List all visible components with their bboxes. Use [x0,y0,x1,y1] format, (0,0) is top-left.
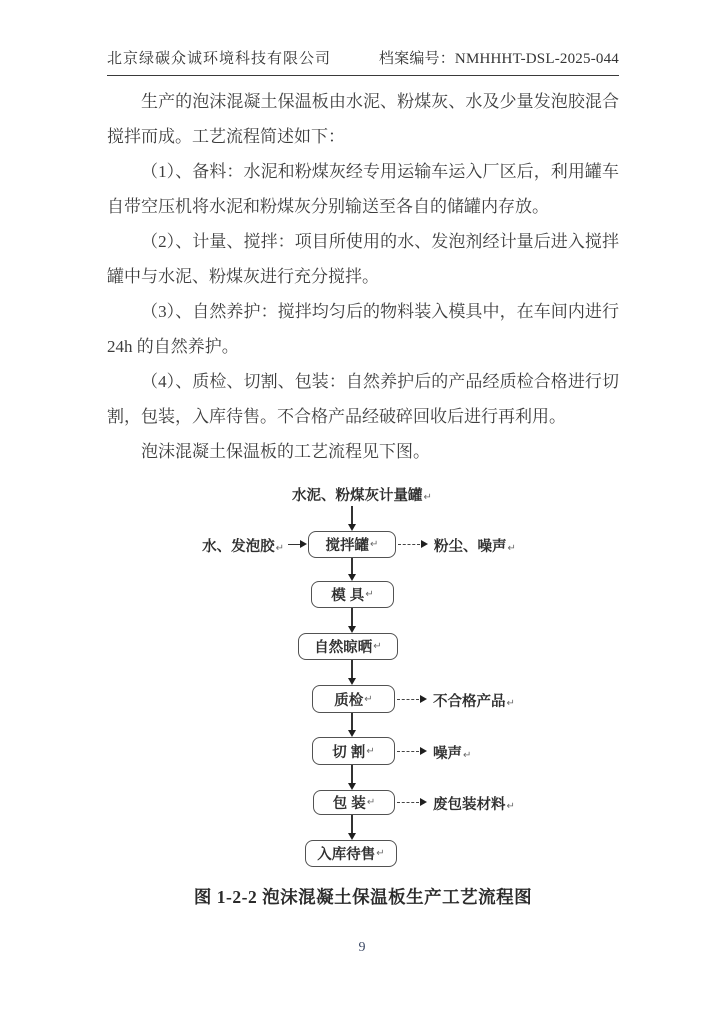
flow-input-label [106,535,284,556]
page-header [107,47,619,76]
down-arrow-head-icon [348,678,356,685]
down-arrow-head-icon [348,833,356,840]
down-arrow-head-icon [348,730,356,737]
flow-output-text: 废包装材料 [433,797,506,813]
return-mark: ↵ [366,745,375,757]
paragraph-intro: 生产的泡沫混凝土保温板由水泥、粉煤灰、水及少量发泡胶混合搅拌而成。工艺流程简述如下： [107,92,619,146]
return-mark: ↵ [373,641,382,652]
paragraph-step-3: （3）、自然养护：搅拌均匀后的物料装入模具中，在车间内进行 24h 的自然养护。 [107,302,619,356]
flow-output-text: 粉尘、噪声 [434,539,507,555]
flow-box-warehouse [305,840,397,867]
waste-arrow-line [397,802,419,803]
noise-arrow-head-icon [420,747,427,755]
flow-box-label: 搅拌罐 [325,538,370,554]
reject-arrow-head-icon [420,695,427,703]
down-arrow-line [351,558,353,574]
return-mark: ↵ [370,539,379,550]
flow-output-label-waste-packaging [433,793,515,814]
emission-arrow-head-icon [421,540,428,548]
flow-output-label-rejects [433,690,515,711]
return-mark: ↵ [423,492,432,503]
waste-arrow-head-icon [420,798,427,806]
flow-box-mold [311,581,394,608]
flow-box-label: 自然晾晒 [314,640,373,656]
return-mark: ↵ [506,698,515,709]
flow-output-text: 不合格产品 [433,694,506,710]
down-arrow-line [351,660,353,678]
return-mark: ↵ [366,797,376,808]
return-mark: ↵ [463,750,472,761]
return-mark: ↵ [275,543,284,554]
process-flowchart [106,478,618,876]
down-arrow-head-icon [348,783,356,790]
down-arrow-line [351,713,353,730]
flow-box-label: 切 割 [332,744,366,761]
return-mark: ↵ [507,543,516,554]
flow-output-label-noise [433,742,471,763]
flow-box-quality-check [312,685,395,713]
noise-arrow-line [397,751,419,752]
down-arrow-head-icon [348,524,356,531]
flow-output-text: 噪声 [433,746,462,762]
return-mark: ↵ [376,848,385,859]
down-arrow-line [351,815,353,833]
page-number: 9 [358,940,366,955]
flow-box-label: 包 装 [332,796,366,812]
header-doc-number: 档案编号：NMHHHT-DSL-2025-044 [378,51,619,67]
reject-arrow-line [397,699,419,700]
body-text [107,84,619,469]
header-company-name: 北京绿碳众诚环境科技有限公司 [107,51,332,67]
paragraph-step-4: （4）、质检、切割、包装：自然养护后的产品经质检合格进行切割，包装，入库待售。不合格产品经破碎回收后进行再利用。 [107,372,619,426]
paragraph-step-1: （1）、备料：水泥和粉煤灰经专用运输车运入厂区后，利用罐车自带空压机将水泥和粉煤灰分别输送至各自的储罐内存放。 [107,162,619,216]
input-arrow-line [288,544,300,545]
flow-box-label: 质检 [334,692,364,709]
flow-box-natural-drying [298,633,398,660]
flow-box-label: 模 具 [331,588,365,604]
paragraph-step-2: （2）、计量、搅拌：项目所使用的水、发泡剂经计量后进入搅拌罐中与水泥、粉煤灰进行充分搅拌。 [107,232,619,286]
flow-box-mixing-tank [308,531,396,558]
down-arrow-line [351,506,353,524]
down-arrow-head-icon [348,626,356,633]
return-mark: ↵ [506,801,515,812]
flow-box-cutting [312,737,395,765]
flow-source-text: 水泥、粉煤灰计量罐 [292,488,423,504]
input-arrow-head-icon [300,540,307,548]
flow-input-text: 水、发泡胶 [202,539,275,555]
down-arrow-head-icon [348,574,356,581]
down-arrow-line [351,608,353,626]
emission-arrow-line [398,544,420,545]
flow-source-label [106,484,618,505]
flow-output-label-dust-noise [434,535,516,556]
down-arrow-line [351,765,353,783]
return-mark: ↵ [364,693,373,705]
flow-box-label: 入库待售 [317,847,376,863]
return-mark: ↵ [365,589,374,600]
paragraph-figure-ref: 泡沫混凝土保温板的工艺流程见下图。 [141,442,430,461]
flow-box-packing [313,790,395,815]
figure-caption: 图 1-2-2 泡沫混凝土保温板生产工艺流程图 [193,887,533,907]
